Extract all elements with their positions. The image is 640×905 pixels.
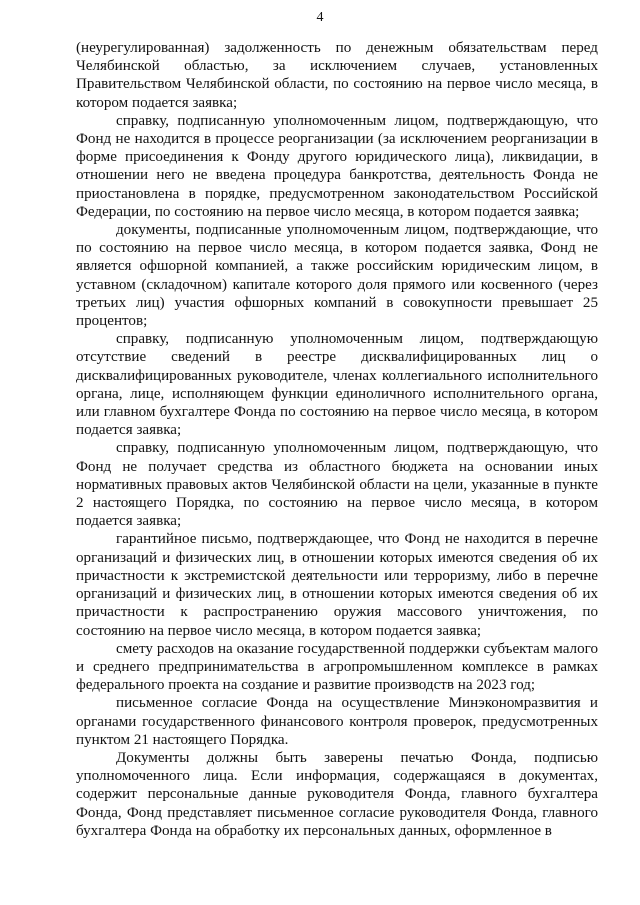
page-number: 4	[316, 10, 324, 25]
paragraph: справку, подписанную уполномоченным лицом, подтверждающую, что Фонд не находится в процессе реорганизации (за исключением реорганизации в форме присоединения к Фонду другого юридического лица), ликвидации, в отношении него не введена процедура банкротства, деятельность Фонда не приостановлена в порядке, предусмотренном законодательством Российской Федерации, по состоянию на первое число месяца, в котором подается заявка;	[76, 112, 598, 220]
paragraph: смету расходов на оказание государственной поддержки субъектам малого и среднего предпринимательства в агропромышленном комплексе в рамках федерального проекта на создание и развитие производств на 2023 год;	[76, 640, 598, 694]
paragraph: справку, подписанную уполномоченным лицом, подтверждающую, что Фонд не получает средства из областного бюджета на основании иных нормативных правовых актов Челябинской области на цели, указанные в пункте 2 настоящего Порядка, по состоянию на первое число месяца, в котором подается заявка;	[76, 440, 598, 530]
document-body	[76, 39, 598, 840]
paragraph: справку, подписанную уполномоченным лицом, подтверждающую отсутствие сведений в реестре дисквалифицированных лиц о дисквалифицированных руководителе, членах коллегиального исполнительного органа, лице, исполняющем функции единоличного исполнительного органа, или главном бухгалтере Фонда по состоянию на первое число месяца, в котором подается заявка;	[76, 331, 598, 439]
paragraph: (неурегулированная) задолженность по денежным обязательствам перед Челябинской областью, за исключением случаев, установленных Правительством Челябинской области, по состоянию на первое число месяца, в котором подается заявка;	[76, 40, 598, 111]
paragraph: Документы должны быть заверены печатью Фонда, подписью уполномоченного лица. Если информация, содержащаяся в документах, содержит персональные данные руководителя Фонда, главного бухгалтера Фонда, Фонд представляет письменное согласие руководителя Фонда, главного бухгалтера Фонда на обработку их персональных данных, оформленное в	[76, 749, 598, 839]
paragraph: гарантийное письмо, подтверждающее, что Фонд не находится в перечне организаций и физических лиц, в отношении которых имеются сведения об их причастности к экстремистской деятельности или терроризму, либо в перечне организаций и физических лиц, в отношении которых имеются сведения об их причастности к распространению оружия массового уничтожения, по состоянию на первое число месяца, в котором подается заявка;	[76, 531, 598, 639]
paragraph: письменное согласие Фонда на осуществление Минэкономразвития и органами государственного финансового контроля проверок, предусмотренных пунктом 21 настоящего Порядка.	[76, 695, 598, 748]
paragraph: документы, подписанные уполномоченным лицом, подтверждающие, что по состоянию на первое число месяца, в котором подается заявка, Фонд не является офшорной компанией, а также российским юридическим лицом, в уставном (складочном) капитале которого доля прямого или косвенного (через третьих лиц) участия офшорных компаний в совокупности превышает 25 процентов;	[76, 222, 598, 330]
